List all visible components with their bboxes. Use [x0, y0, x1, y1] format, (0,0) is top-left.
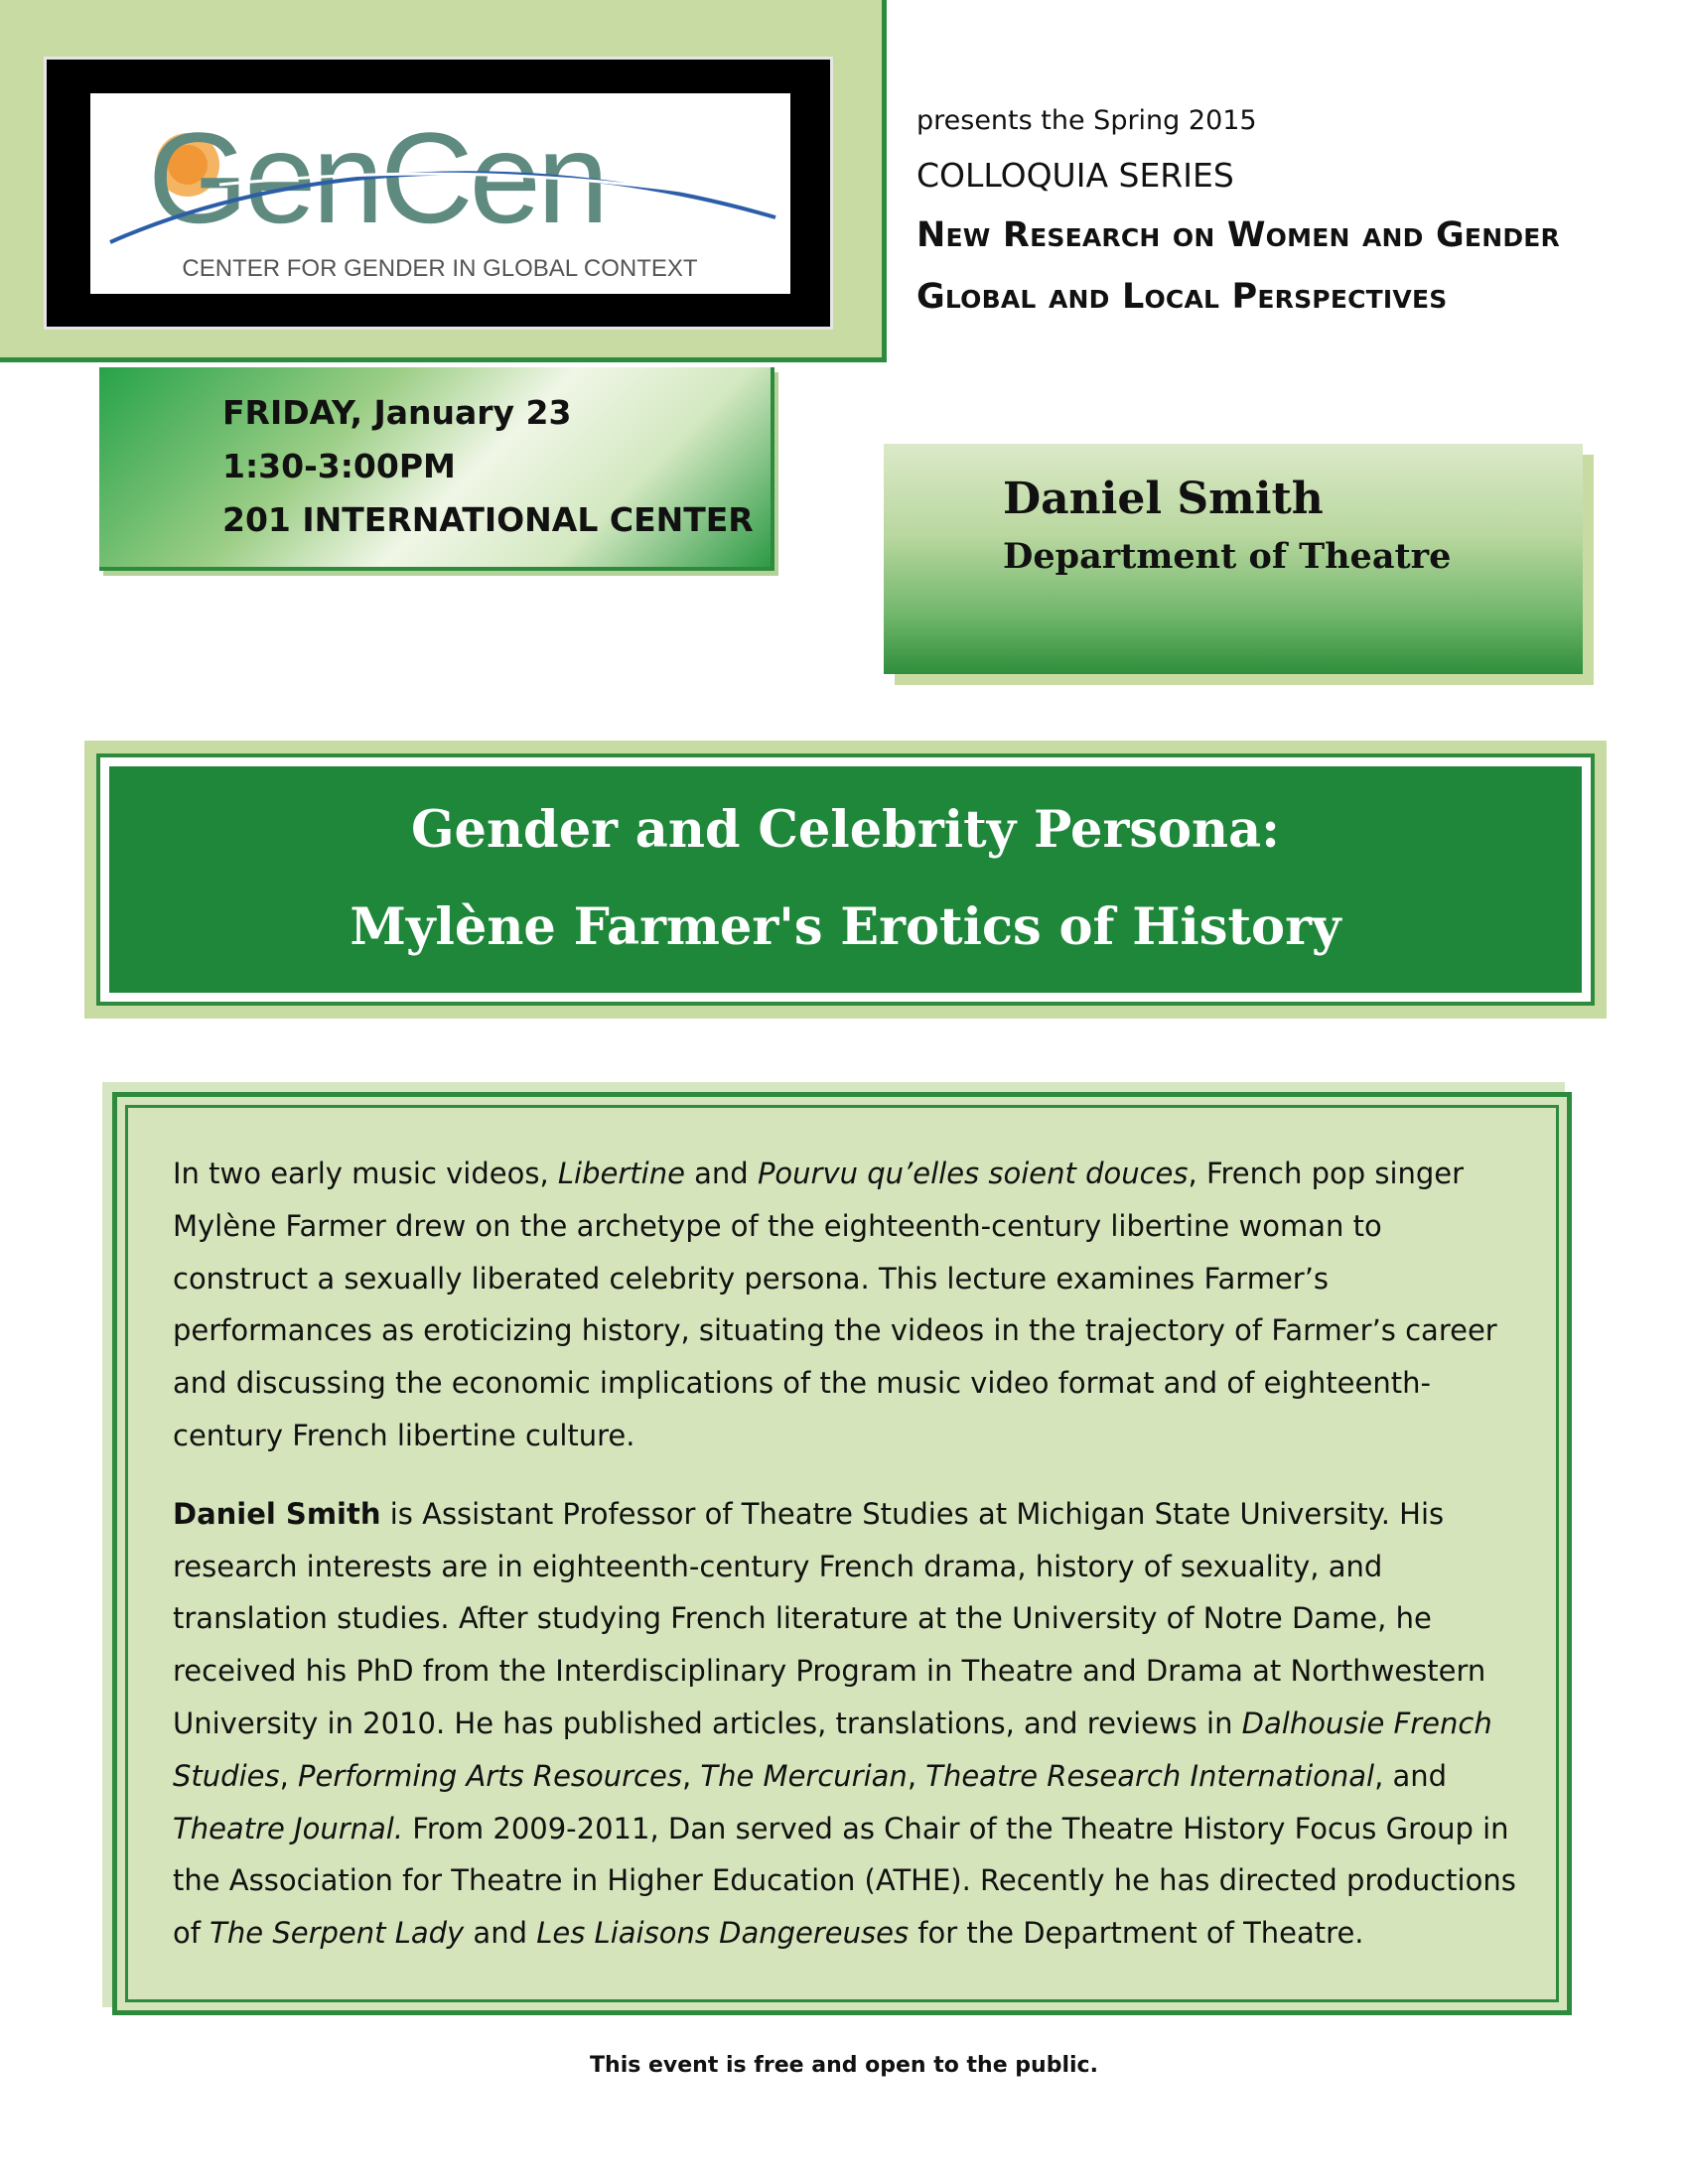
- bio-name: Daniel Smith: [173, 1496, 381, 1531]
- series-header: [916, 95, 1651, 328]
- logo-frame: [0, 0, 887, 362]
- speaker-box: [884, 444, 1583, 674]
- description-text: [173, 1148, 1518, 1985]
- description-box: [112, 1092, 1572, 2015]
- speaker-name: Daniel Smith: [1003, 474, 1324, 524]
- event-day: FRIDAY, January 23: [222, 393, 572, 432]
- event-time: 1:30-3:00PM: [222, 447, 456, 485]
- series-line: COLLOQUIA SERIES: [916, 156, 1234, 195]
- speaker-department: Department of Theatre: [1003, 536, 1452, 577]
- logo-border: [44, 57, 833, 330]
- talk-title-line1: Gender and Celebrity Persona:: [410, 800, 1281, 860]
- logo-wordmark: GenCen: [148, 105, 606, 250]
- talk-title-banner: [84, 741, 1607, 1019]
- logo-graphic: [90, 93, 790, 294]
- logo-tagline: CENTER FOR GENDER IN GLOBAL CONTEXT: [182, 255, 698, 282]
- presents-line: presents the Spring 2015: [916, 105, 1257, 136]
- series-title: New Research on Women and Gender: [916, 215, 1560, 255]
- talk-title-line2: Mylène Farmer's Erotics of History: [350, 897, 1341, 957]
- series-subtitle: Global and Local Perspectives: [916, 277, 1448, 317]
- footer-note: This event is free and open to the public.: [590, 2053, 1098, 2078]
- event-location: 201 INTERNATIONAL CENTER: [222, 500, 754, 539]
- bio-paragraph: Daniel Smith is Assistant Professor of Theatre Studies at Michigan State University. His research interests are in eighteenth-century French drama, history of sexuality, and translation studies. After studying French literature at the University of Notre Dame, he received his PhD from the Interdisciplinary Program in Theatre and Drama at Northwestern University in 2010. He has published articles, translations, and reviews in Dalhousie French Studies, Performing Arts Resources, The Mercurian, Theatre Research International, and Theatre Journal. From 2009-2011, Dan served as Chair of the Theatre History Focus Group in the Association for Theatre in Higher Education (ATHE). Recently he has directed productions of The Serpent Lady and Les Liaisons Dangereuses for the Department of Theatre.: [173, 1496, 1516, 1951]
- abstract-paragraph: In two early music videos, Libertine and Pourvu qu’elles soient douces, French pop singer Mylène Farmer drew on the archetype of the eighteenth-century libertine woman to construct a sexually liberated celebrity persona. This lecture examines Farmer’s performances as eroticizing history, situating the videos in the trajectory of Farmer’s career and discussing the economic implications of the music video format and of eighteenth-century French libertine culture.: [173, 1157, 1497, 1452]
- event-details: [99, 367, 774, 571]
- gencen-logo: [90, 93, 790, 294]
